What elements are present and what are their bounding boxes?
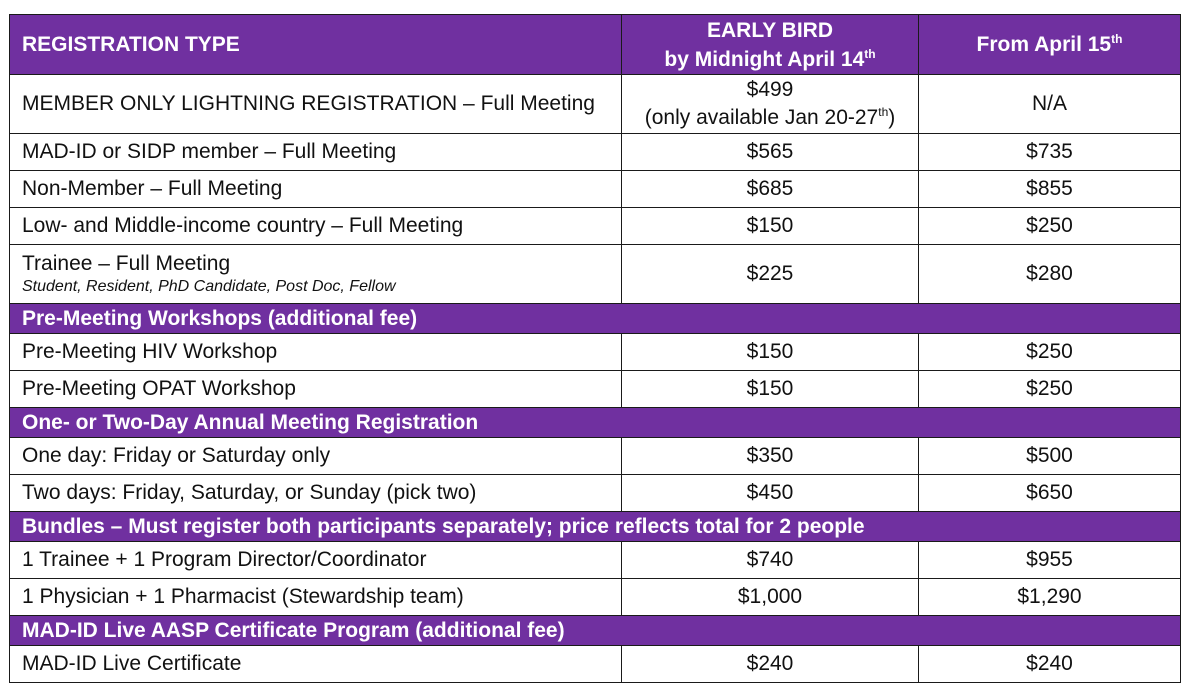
regular-price: N/A bbox=[919, 75, 1181, 134]
row-label: Pre-Meeting HIV Workshop bbox=[10, 334, 622, 371]
lightning-price: $499 bbox=[746, 78, 794, 101]
header-registration-type: REGISTRATION TYPE bbox=[10, 15, 622, 75]
section-title: MAD-ID Live AASP Certificate Program (additional fee) bbox=[10, 616, 1181, 646]
table-row bbox=[10, 371, 1181, 408]
lightning-availability-note bbox=[634, 104, 906, 132]
header-from-april-label: From April 15 bbox=[976, 33, 1112, 56]
lightning-note-close: ) bbox=[888, 106, 896, 129]
row-label: MEMBER ONLY LIGHTNING REGISTRATION – Full Meeting bbox=[10, 75, 622, 134]
table-row bbox=[10, 579, 1181, 616]
row-label: Two days: Friday, Saturday, or Sunday (pick two) bbox=[10, 475, 622, 512]
early-bird-price: $150 bbox=[622, 371, 919, 408]
regular-price: $1,290 bbox=[919, 579, 1181, 616]
section-title: Bundles – Must register both participants separately; price reflects total for 2 people bbox=[10, 512, 1181, 542]
table-row bbox=[10, 475, 1181, 512]
section-header-bundles bbox=[10, 512, 1181, 542]
regular-price: $250 bbox=[919, 371, 1181, 408]
regular-price: $650 bbox=[919, 475, 1181, 512]
header-early-bird-title: EARLY BIRD bbox=[706, 18, 834, 42]
table-header-row bbox=[10, 15, 1181, 75]
table-row bbox=[10, 334, 1181, 371]
early-bird-price: $240 bbox=[622, 646, 919, 683]
registration-fee-table bbox=[9, 14, 1181, 683]
early-bird-price: $350 bbox=[622, 438, 919, 475]
row-label: Non-Member – Full Meeting bbox=[10, 171, 622, 208]
row-label: MAD-ID or SIDP member – Full Meeting bbox=[10, 134, 622, 171]
early-bird-price: $225 bbox=[622, 245, 919, 304]
regular-price: $500 bbox=[919, 438, 1181, 475]
table-row bbox=[10, 134, 1181, 171]
header-from-april-sup: th bbox=[1111, 32, 1123, 46]
regular-price: $250 bbox=[919, 334, 1181, 371]
regular-price: $240 bbox=[919, 646, 1181, 683]
header-early-bird-deadline: by Midnight April 14 bbox=[664, 47, 865, 71]
early-bird-price: $740 bbox=[622, 542, 919, 579]
early-bird-price: $150 bbox=[622, 334, 919, 371]
early-bird-price: $150 bbox=[622, 208, 919, 245]
row-label: Pre-Meeting OPAT Workshop bbox=[10, 371, 622, 408]
header-early-bird-sup: th bbox=[864, 46, 876, 61]
row-label: 1 Trainee + 1 Program Director/Coordinator bbox=[10, 542, 622, 579]
table-row bbox=[10, 171, 1181, 208]
early-bird-price: $685 bbox=[622, 171, 919, 208]
lightning-note-sup: th bbox=[878, 105, 889, 119]
table-row bbox=[10, 75, 1181, 134]
table-row bbox=[10, 542, 1181, 579]
regular-price: $955 bbox=[919, 542, 1181, 579]
section-title: One- or Two-Day Annual Meeting Registration bbox=[10, 408, 1181, 438]
header-from-april bbox=[919, 15, 1181, 75]
row-label: One day: Friday or Saturday only bbox=[10, 438, 622, 475]
header-early-bird bbox=[622, 15, 919, 75]
section-header-workshops bbox=[10, 304, 1181, 334]
table-row bbox=[10, 208, 1181, 245]
regular-price: $250 bbox=[919, 208, 1181, 245]
trainee-label-cell bbox=[10, 245, 622, 304]
regular-price: $735 bbox=[919, 134, 1181, 171]
table-row bbox=[10, 646, 1181, 683]
row-label: Trainee – Full Meeting bbox=[22, 252, 231, 275]
regular-price: $280 bbox=[919, 245, 1181, 304]
row-label: 1 Physician + 1 Pharmacist (Stewardship team) bbox=[10, 579, 622, 616]
row-label: Low- and Middle-income country – Full Meeting bbox=[10, 208, 622, 245]
early-bird-price: $1,000 bbox=[622, 579, 919, 616]
early-bird-price: $450 bbox=[622, 475, 919, 512]
row-label: MAD-ID Live Certificate bbox=[10, 646, 622, 683]
table-row bbox=[10, 245, 1181, 304]
regular-price: $855 bbox=[919, 171, 1181, 208]
section-header-day-registration bbox=[10, 408, 1181, 438]
registration-fee-table-container bbox=[9, 14, 1180, 683]
table-row bbox=[10, 438, 1181, 475]
early-bird-price: $565 bbox=[622, 134, 919, 171]
row-sublabel: Student, Resident, PhD Candidate, Post Doc, Fellow bbox=[22, 278, 396, 295]
lightning-note-text: (only available Jan 20-27 bbox=[644, 106, 879, 129]
early-bird-price bbox=[622, 75, 919, 134]
section-title: Pre-Meeting Workshops (additional fee) bbox=[10, 304, 1181, 334]
section-header-certificate bbox=[10, 616, 1181, 646]
